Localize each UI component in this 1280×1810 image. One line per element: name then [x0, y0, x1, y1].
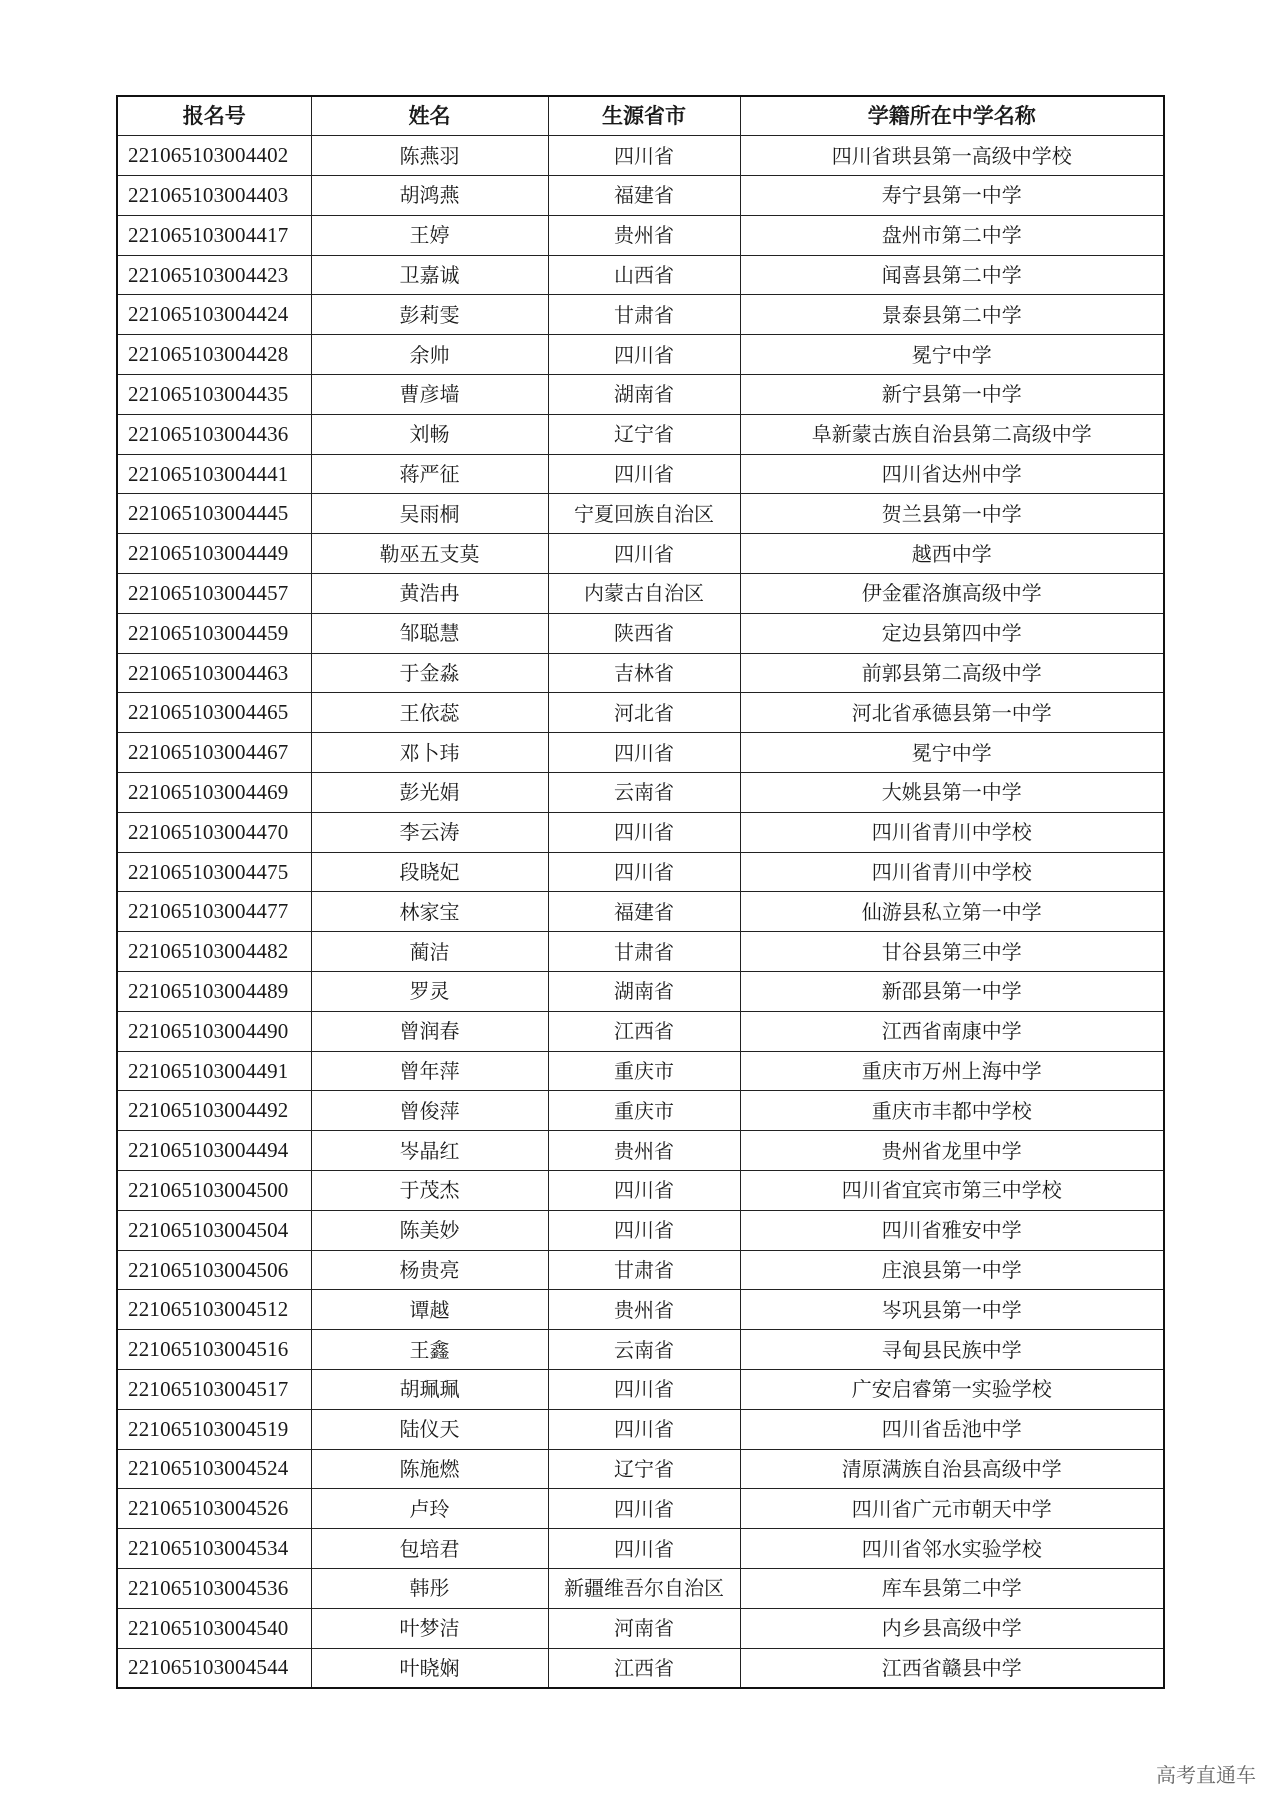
high-school-cell: 库车县第二中学 [740, 1568, 1164, 1608]
table-row [117, 1648, 1164, 1688]
high-school-cell: 冕宁中学 [740, 733, 1164, 773]
high-school-cell: 四川省岳池中学 [740, 1409, 1164, 1449]
admission-list-table [116, 95, 1165, 1689]
table-row [117, 972, 1164, 1012]
table-row [117, 1568, 1164, 1608]
registration-number-cell: 221065103004402 [117, 136, 311, 176]
student-name-cell: 曾润春 [311, 1011, 548, 1051]
student-name-cell: 韩彤 [311, 1568, 548, 1608]
student-name-cell: 叶梦洁 [311, 1608, 548, 1648]
table-row [117, 176, 1164, 216]
origin-province-cell: 重庆市 [548, 1051, 740, 1091]
registration-number-cell: 221065103004544 [117, 1648, 311, 1688]
registration-number-cell: 221065103004424 [117, 295, 311, 335]
registration-number-cell: 221065103004519 [117, 1409, 311, 1449]
student-name-cell: 叶晓娴 [311, 1648, 548, 1688]
high-school-cell: 四川省雅安中学 [740, 1210, 1164, 1250]
table-row [117, 454, 1164, 494]
registration-number-cell: 221065103004492 [117, 1091, 311, 1131]
registration-number-cell: 221065103004435 [117, 375, 311, 415]
registration-number-cell: 221065103004441 [117, 454, 311, 494]
student-name-cell: 李云涛 [311, 812, 548, 852]
student-name-cell: 卢玲 [311, 1489, 548, 1529]
student-name-cell: 卫嘉诚 [311, 255, 548, 295]
table-row [117, 812, 1164, 852]
table-row [117, 613, 1164, 653]
high-school-cell: 阜新蒙古族自治县第二高级中学 [740, 414, 1164, 454]
table-row [117, 1131, 1164, 1171]
registration-number-cell: 221065103004457 [117, 574, 311, 614]
student-name-cell: 蒋严征 [311, 454, 548, 494]
high-school-cell: 定边县第四中学 [740, 613, 1164, 653]
table-row [117, 1330, 1164, 1370]
student-name-cell: 段晓妃 [311, 852, 548, 892]
table-row [117, 494, 1164, 534]
registration-number-cell: 221065103004512 [117, 1290, 311, 1330]
origin-province-cell: 河北省 [548, 693, 740, 733]
registration-number-cell: 221065103004417 [117, 215, 311, 255]
student-name-cell: 黄浩冉 [311, 574, 548, 614]
high-school-cell: 新邵县第一中学 [740, 972, 1164, 1012]
registration-number-cell: 221065103004489 [117, 972, 311, 1012]
high-school-cell: 越西中学 [740, 534, 1164, 574]
high-school-cell: 庄浪县第一中学 [740, 1250, 1164, 1290]
origin-province-cell: 辽宁省 [548, 414, 740, 454]
table-row [117, 733, 1164, 773]
table-row [117, 574, 1164, 614]
origin-province-cell: 辽宁省 [548, 1449, 740, 1489]
registration-number-cell: 221065103004459 [117, 613, 311, 653]
student-name-cell: 曹彦墙 [311, 375, 548, 415]
origin-province-cell: 四川省 [548, 1370, 740, 1410]
registration-number-cell: 221065103004403 [117, 176, 311, 216]
registration-number-cell: 221065103004491 [117, 1051, 311, 1091]
origin-province-cell: 四川省 [548, 335, 740, 375]
table-row [117, 773, 1164, 813]
student-name-cell: 曾俊萍 [311, 1091, 548, 1131]
origin-province-cell: 贵州省 [548, 1131, 740, 1171]
high-school-cell: 江西省南康中学 [740, 1011, 1164, 1051]
student-name-cell: 于金淼 [311, 653, 548, 693]
table-row [117, 1370, 1164, 1410]
table-row [117, 215, 1164, 255]
origin-province-cell: 四川省 [548, 1210, 740, 1250]
student-name-cell: 邹聪慧 [311, 613, 548, 653]
origin-province-cell: 河南省 [548, 1608, 740, 1648]
table-row [117, 1489, 1164, 1529]
high-school-cell: 江西省赣县中学 [740, 1648, 1164, 1688]
high-school-cell: 甘谷县第三中学 [740, 932, 1164, 972]
table-row [117, 414, 1164, 454]
origin-province-cell: 湖南省 [548, 972, 740, 1012]
table-row [117, 1409, 1164, 1449]
student-name-cell: 陆仪天 [311, 1409, 548, 1449]
student-name-cell: 吴雨桐 [311, 494, 548, 534]
table-row [117, 1250, 1164, 1290]
student-name-cell: 王婷 [311, 215, 548, 255]
high-school-cell: 大姚县第一中学 [740, 773, 1164, 813]
registration-number-cell: 221065103004534 [117, 1529, 311, 1569]
registration-number-cell: 221065103004536 [117, 1568, 311, 1608]
high-school-cell: 内乡县高级中学 [740, 1608, 1164, 1648]
student-name-cell: 王依蕊 [311, 693, 548, 733]
registration-number-cell: 221065103004500 [117, 1171, 311, 1211]
header-origin-province: 生源省市 [548, 96, 740, 136]
high-school-cell: 冕宁中学 [740, 335, 1164, 375]
origin-province-cell: 四川省 [548, 1409, 740, 1449]
watermark-text: 高考直通车 [1156, 1763, 1256, 1787]
table-row [117, 335, 1164, 375]
student-name-cell: 岑晶红 [311, 1131, 548, 1171]
table-row [117, 1011, 1164, 1051]
origin-province-cell: 甘肃省 [548, 295, 740, 335]
table-row [117, 892, 1164, 932]
registration-number-cell: 221065103004436 [117, 414, 311, 454]
table-row [117, 693, 1164, 733]
student-name-cell: 王鑫 [311, 1330, 548, 1370]
table-row [117, 1091, 1164, 1131]
high-school-cell: 广安启睿第一实验学校 [740, 1370, 1164, 1410]
registration-number-cell: 221065103004465 [117, 693, 311, 733]
registration-number-cell: 221065103004526 [117, 1489, 311, 1529]
high-school-cell: 河北省承德县第一中学 [740, 693, 1164, 733]
student-name-cell: 勒巫五支莫 [311, 534, 548, 574]
student-name-cell: 刘畅 [311, 414, 548, 454]
registration-number-cell: 221065103004463 [117, 653, 311, 693]
table-row [117, 1608, 1164, 1648]
origin-province-cell: 四川省 [548, 534, 740, 574]
origin-province-cell: 云南省 [548, 773, 740, 813]
registration-number-cell: 221065103004445 [117, 494, 311, 534]
origin-province-cell: 四川省 [548, 136, 740, 176]
table-row [117, 653, 1164, 693]
registration-number-cell: 221065103004490 [117, 1011, 311, 1051]
origin-province-cell: 贵州省 [548, 215, 740, 255]
high-school-cell: 盘州市第二中学 [740, 215, 1164, 255]
header-registration-number: 报名号 [117, 96, 311, 136]
registration-number-cell: 221065103004477 [117, 892, 311, 932]
student-name-cell: 包培君 [311, 1529, 548, 1569]
student-name-cell: 余帅 [311, 335, 548, 375]
registration-number-cell: 221065103004540 [117, 1608, 311, 1648]
origin-province-cell: 云南省 [548, 1330, 740, 1370]
header-row [117, 96, 1164, 136]
origin-province-cell: 四川省 [548, 1171, 740, 1211]
student-name-cell: 陈施燃 [311, 1449, 548, 1489]
high-school-cell: 四川省宜宾市第三中学校 [740, 1171, 1164, 1211]
high-school-cell: 闻喜县第二中学 [740, 255, 1164, 295]
origin-province-cell: 甘肃省 [548, 932, 740, 972]
header-name: 姓名 [311, 96, 548, 136]
origin-province-cell: 吉林省 [548, 653, 740, 693]
origin-province-cell: 宁夏回族自治区 [548, 494, 740, 534]
table-row [117, 255, 1164, 295]
table-row [117, 375, 1164, 415]
origin-province-cell: 江西省 [548, 1011, 740, 1051]
registration-number-cell: 221065103004469 [117, 773, 311, 813]
table-row [117, 1290, 1164, 1330]
high-school-cell: 四川省青川中学校 [740, 852, 1164, 892]
student-name-cell: 林家宝 [311, 892, 548, 932]
student-name-cell: 于茂杰 [311, 1171, 548, 1211]
origin-province-cell: 山西省 [548, 255, 740, 295]
high-school-cell: 四川省广元市朝天中学 [740, 1489, 1164, 1529]
high-school-cell: 寻甸县民族中学 [740, 1330, 1164, 1370]
student-name-cell: 胡珮珮 [311, 1370, 548, 1410]
table-row [117, 136, 1164, 176]
high-school-cell: 仙游县私立第一中学 [740, 892, 1164, 932]
origin-province-cell: 江西省 [548, 1648, 740, 1688]
registration-number-cell: 221065103004470 [117, 812, 311, 852]
table-row [117, 1051, 1164, 1091]
high-school-cell: 四川省青川中学校 [740, 812, 1164, 852]
origin-province-cell: 甘肃省 [548, 1250, 740, 1290]
origin-province-cell: 四川省 [548, 1529, 740, 1569]
table-row [117, 295, 1164, 335]
student-name-cell: 陈美妙 [311, 1210, 548, 1250]
high-school-cell: 重庆市万州上海中学 [740, 1051, 1164, 1091]
table-body [117, 136, 1164, 1688]
student-name-cell: 胡鸿燕 [311, 176, 548, 216]
high-school-cell: 四川省珙县第一高级中学校 [740, 136, 1164, 176]
student-name-cell: 杨贵亮 [311, 1250, 548, 1290]
registration-number-cell: 221065103004423 [117, 255, 311, 295]
registration-number-cell: 221065103004482 [117, 932, 311, 972]
origin-province-cell: 新疆维吾尔自治区 [548, 1568, 740, 1608]
registration-number-cell: 221065103004475 [117, 852, 311, 892]
registration-number-cell: 221065103004428 [117, 335, 311, 375]
origin-province-cell: 福建省 [548, 892, 740, 932]
registration-number-cell: 221065103004524 [117, 1449, 311, 1489]
origin-province-cell: 四川省 [548, 1489, 740, 1529]
registration-number-cell: 221065103004516 [117, 1330, 311, 1370]
high-school-cell: 重庆市丰都中学校 [740, 1091, 1164, 1131]
table-row [117, 852, 1164, 892]
origin-province-cell: 内蒙古自治区 [548, 574, 740, 614]
origin-province-cell: 陕西省 [548, 613, 740, 653]
high-school-cell: 四川省达州中学 [740, 454, 1164, 494]
origin-province-cell: 四川省 [548, 733, 740, 773]
student-name-cell: 邓卜玮 [311, 733, 548, 773]
table-row [117, 932, 1164, 972]
table-row [117, 1529, 1164, 1569]
student-name-cell: 彭光娟 [311, 773, 548, 813]
high-school-cell: 贵州省龙里中学 [740, 1131, 1164, 1171]
origin-province-cell: 四川省 [548, 812, 740, 852]
student-name-cell: 谭越 [311, 1290, 548, 1330]
student-name-cell: 罗灵 [311, 972, 548, 1012]
student-name-cell: 陈燕羽 [311, 136, 548, 176]
origin-province-cell: 四川省 [548, 852, 740, 892]
table-row [117, 534, 1164, 574]
student-name-cell: 彭莉雯 [311, 295, 548, 335]
origin-province-cell: 重庆市 [548, 1091, 740, 1131]
high-school-cell: 寿宁县第一中学 [740, 176, 1164, 216]
high-school-cell: 岑巩县第一中学 [740, 1290, 1164, 1330]
student-name-cell: 蔺洁 [311, 932, 548, 972]
table-row [117, 1210, 1164, 1250]
registration-number-cell: 221065103004449 [117, 534, 311, 574]
high-school-cell: 景泰县第二中学 [740, 295, 1164, 335]
high-school-cell: 四川省邻水实验学校 [740, 1529, 1164, 1569]
registration-number-cell: 221065103004517 [117, 1370, 311, 1410]
high-school-cell: 新宁县第一中学 [740, 375, 1164, 415]
origin-province-cell: 四川省 [548, 454, 740, 494]
registration-number-cell: 221065103004504 [117, 1210, 311, 1250]
registration-number-cell: 221065103004467 [117, 733, 311, 773]
high-school-cell: 前郭县第二高级中学 [740, 653, 1164, 693]
table-row [117, 1171, 1164, 1211]
origin-province-cell: 贵州省 [548, 1290, 740, 1330]
table-header [117, 96, 1164, 136]
high-school-cell: 贺兰县第一中学 [740, 494, 1164, 534]
origin-province-cell: 湖南省 [548, 375, 740, 415]
header-high-school: 学籍所在中学名称 [740, 96, 1164, 136]
registration-number-cell: 221065103004494 [117, 1131, 311, 1171]
high-school-cell: 清原满族自治县高级中学 [740, 1449, 1164, 1489]
high-school-cell: 伊金霍洛旗高级中学 [740, 574, 1164, 614]
table-row [117, 1449, 1164, 1489]
student-name-cell: 曾年萍 [311, 1051, 548, 1091]
registration-number-cell: 221065103004506 [117, 1250, 311, 1290]
origin-province-cell: 福建省 [548, 176, 740, 216]
